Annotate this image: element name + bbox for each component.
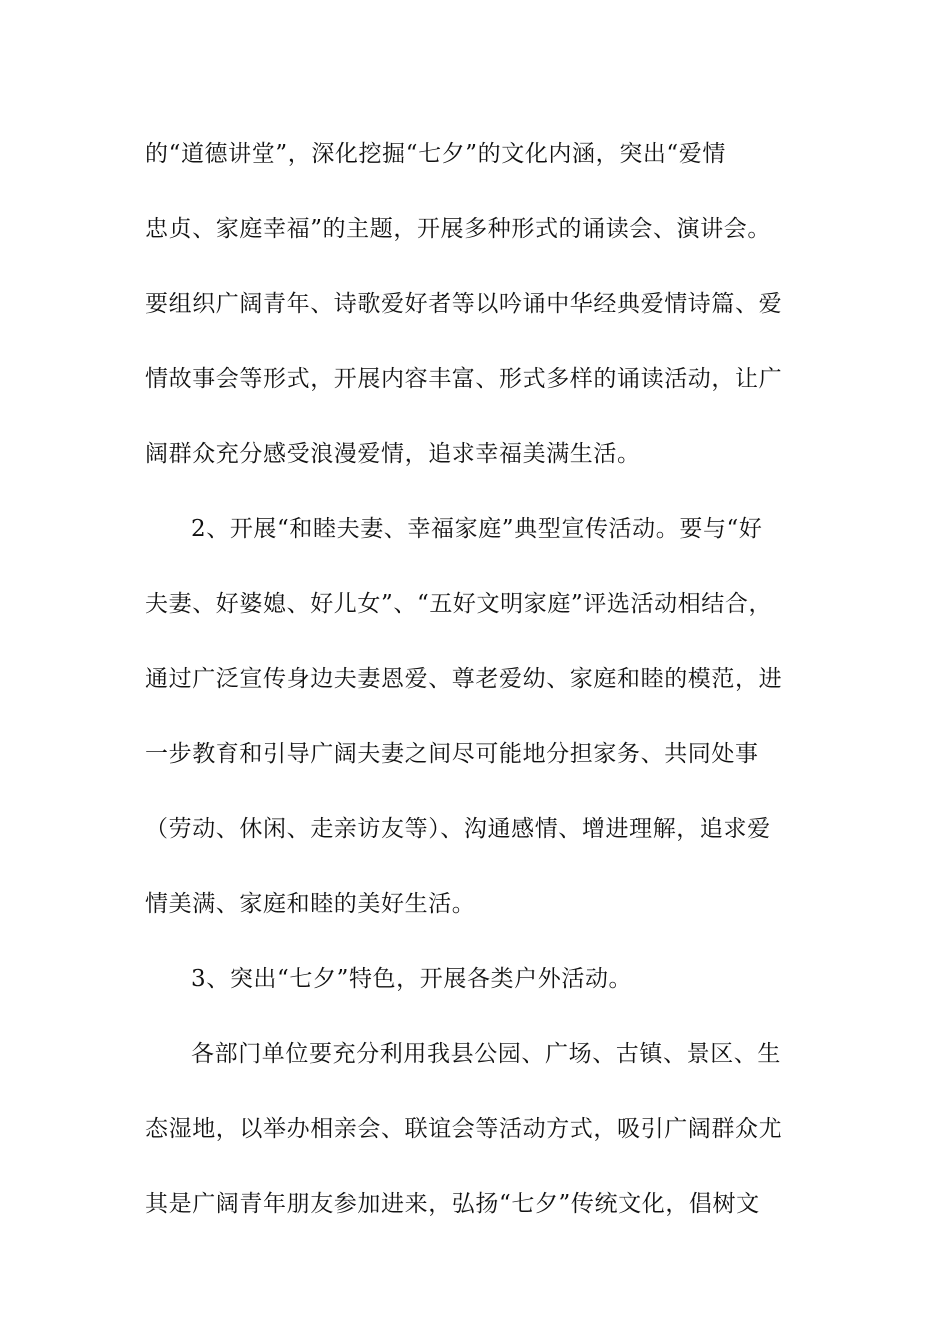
- text-line: 要组织广阔青年、诗歌爱好者等以吟诵中华经典爱情诗篇、爱: [145, 291, 783, 317]
- text-line: 一步教育和引导广阔夫妻之间尽可能地分担家务、共同处事: [145, 741, 759, 767]
- text-line: 态湿地，以举办相亲会、联谊会等活动方式，吸引广阔群众尤: [145, 1116, 783, 1142]
- text-line: 忠贞、家庭幸福”的主题，开展多种形式的诵读会、演讲会。: [145, 216, 771, 242]
- text-line: 各部门单位要充分利用我县公园、广场、古镇、景区、生: [191, 1041, 781, 1067]
- text-line: 通过广泛宣传身边夫妻恩爱、尊老爱幼、家庭和睦的模范，进: [145, 666, 783, 692]
- text-line: 夫妻、好婆媳、好儿女”、“五好文明家庭”评选活动相结合，: [145, 591, 773, 617]
- paragraph-heading-3: 3、突出“七夕”特色，开展各类户外活动。: [191, 966, 633, 992]
- text-line: 的“道德讲堂”，深化挖掘“七夕”的文化内涵，突出“爱情: [145, 141, 726, 167]
- text-line: 阔群众充分感受浪漫爱情，追求幸福美满生活。: [145, 441, 641, 467]
- text-line: （劳动、休闲、走亲访友等）、沟通感情、增进理解，追求爱: [145, 816, 771, 842]
- text-line: 情故事会等形式，开展内容丰富、形式多样的诵读活动，让广: [145, 366, 783, 392]
- text-line: 情美满、家庭和睦的美好生活。: [145, 891, 476, 917]
- body-text: [145, 126, 805, 1251]
- paragraph-heading-2: 2、开展“和睦夫妻、幸福家庭”典型宣传活动。要与“好: [191, 516, 763, 542]
- text-line: 其是广阔青年朋友参加进来，弘扬“七夕”传统文化，倡树文: [145, 1191, 760, 1217]
